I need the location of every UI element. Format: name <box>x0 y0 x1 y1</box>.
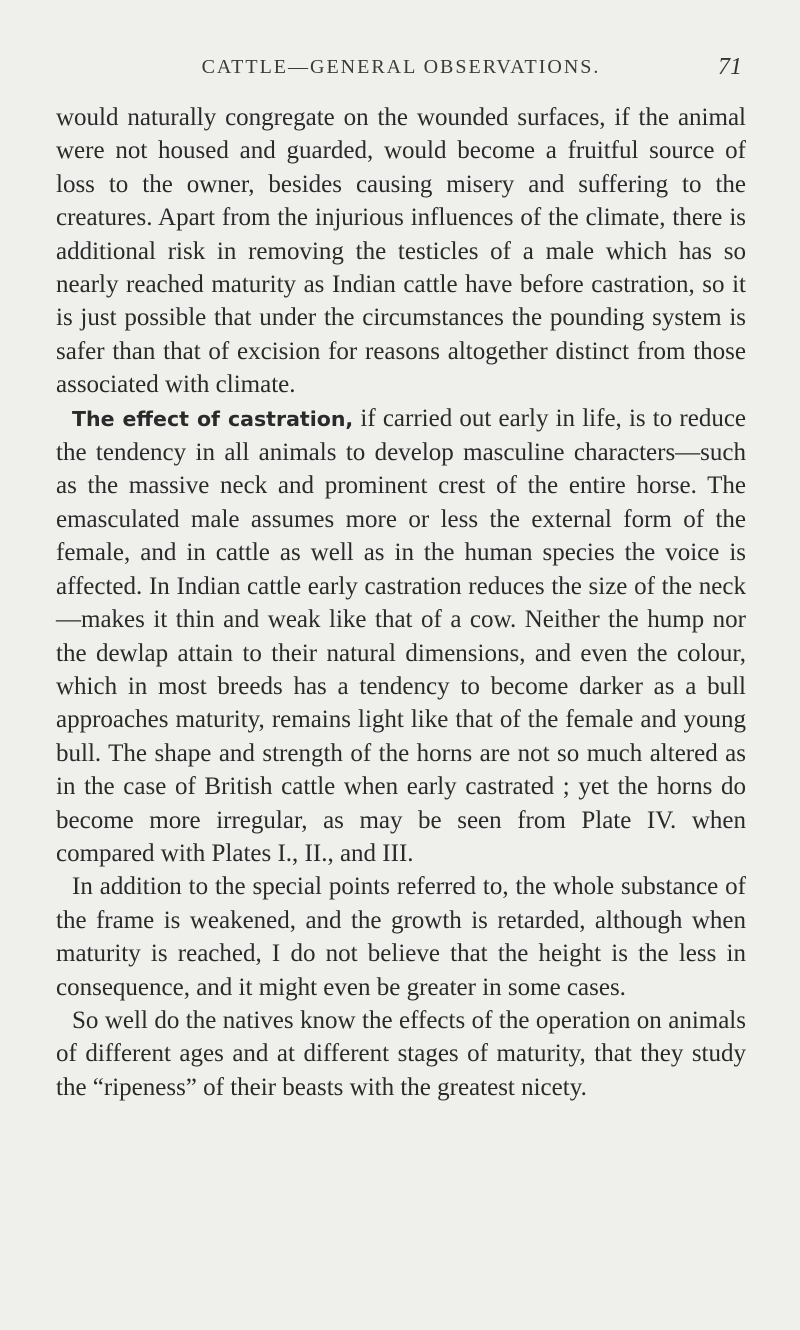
page-number: 71 <box>718 54 742 80</box>
paragraph-continued: would naturally congregate on the wounded surfaces, if the animal were not housed and guarded, would become a fruitful source of loss to the owner, besides causing misery and suffering to the creatures. Apart from the injurious influences of the climate, there is additional risk in removing the testicles of a male which has so nearly reached maturity as Indian cattle have before castration, so it is just possible that under the circumstances the pounding system is safer than that of excision for reasons altogether distinct from those associated with climate. <box>56 104 746 399</box>
paragraph-ripeness: So well do the natives know the effects of the operation on animals of different ages and at different stages of maturity, that they study the “ripeness” of their beasts with the greatest nicety. <box>56 1006 746 1101</box>
running-title: CATTLE—GENERAL OBSERVATIONS. <box>201 56 601 78</box>
paragraph-text: if carried out early in life, is to reduce the tendency in all animals to develop masculine characters—such as the massive neck and prominent crest of the entire horse. The emasculated male assumes more or less the external form of the female, and in cattle as well as in the human species the voice is affected. In Indian cattle early castration reduces the size of the neck—makes it thin and weak like that of a cow. Neither the hump nor the dewlap attain to their natural dimensions, and even the colour, which in most breeds has a tendency to become darker as a bull approaches maturity, remains light like that of the female and young bull. The shape and strength of the horns are not so much altered as in the case of British cattle when early castrated ; yet the horns do become more irregular, as may be seen from Plate IV. when compared with Plates I., II., and III. <box>56 404 747 867</box>
paragraph-frame-weakened: In addition to the special points referred to, the whole substance of the frame is weakened, and the growth is retarded, although when maturity is reached, I do not believe that the height is the less in consequence, and it might even be greater in some cases. <box>56 873 746 1001</box>
paragraph-lead-phrase: The effect of castration, <box>72 406 354 431</box>
body-text <box>56 101 746 1104</box>
paragraph-castration-effect <box>56 402 746 871</box>
page-header <box>56 56 746 86</box>
